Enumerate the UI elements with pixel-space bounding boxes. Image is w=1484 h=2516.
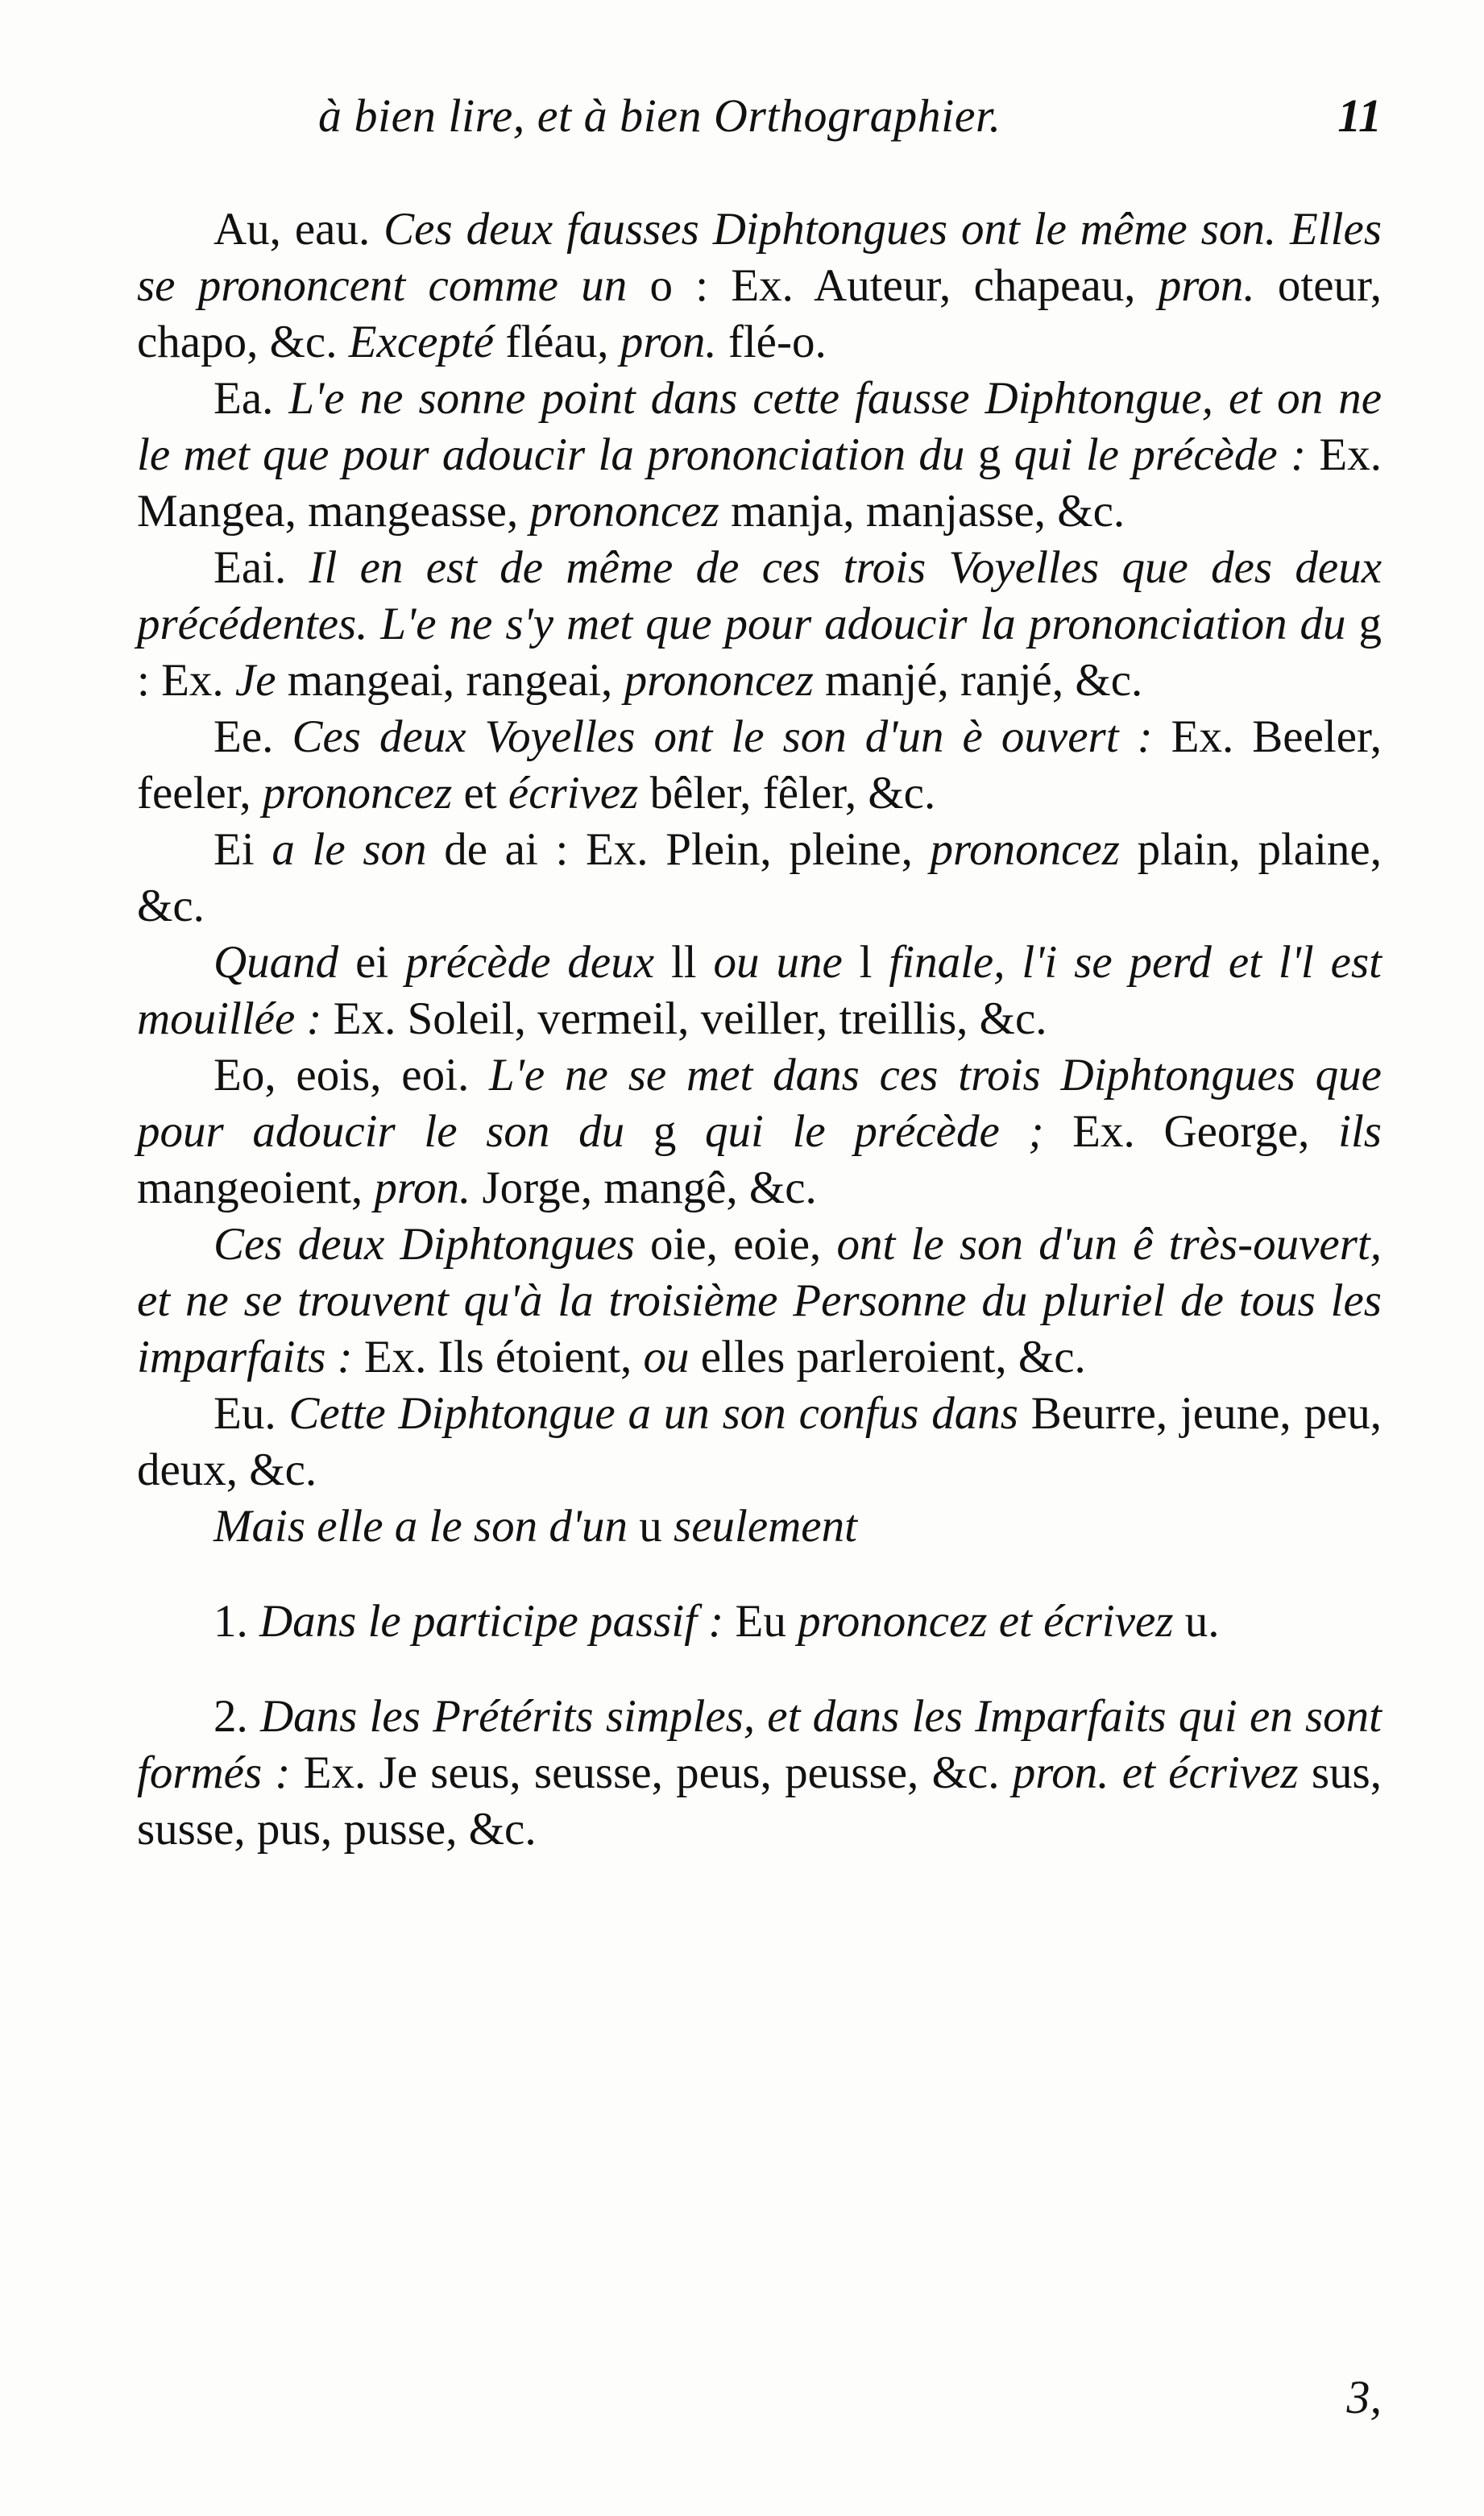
roman-run: et [452, 768, 508, 819]
italic-run: Dans les Prétérits simples, et dans les Imparfaits qui en sont formés : [137, 1691, 1382, 1798]
italic-run: précède deux [405, 937, 655, 988]
paragraph-oie-eoie [137, 1217, 1382, 1386]
italic-run: Excepté [348, 317, 495, 367]
roman-run: manjé, ranjé, &c. [813, 655, 1143, 706]
italic-run: Ces deux Voyelles ont le son d'un è ouvert : [292, 711, 1153, 762]
paragraph-au-eau [137, 201, 1382, 371]
italic-run: a le son [272, 824, 427, 875]
italic-run: Quand [213, 937, 339, 988]
roman-run: fléau, [494, 317, 620, 367]
italic-run: ont le son d'un ê très-ouvert, et ne se trouvent qu'à la troisième Personne du pluriel de tous les imparfaits : [137, 1219, 1382, 1382]
roman-run: manja, manjasse, &c. [719, 486, 1125, 537]
paragraph-ea [137, 371, 1382, 540]
italic-run: pron. et écrivez [1012, 1747, 1299, 1798]
italic-run: prononcez [624, 655, 814, 706]
italic-run: ou une [713, 937, 843, 988]
roman-run: ei [338, 937, 406, 988]
roman-run: Ex. Soleil, vermeil, veiller, treillis, &c. [321, 993, 1047, 1044]
italic-run: finale, l'i se perd et l'l est mouillée : [137, 937, 1382, 1044]
paragraph-ee [137, 709, 1382, 822]
paragraph-eai [137, 540, 1382, 709]
body-text [137, 201, 1382, 1858]
italic-run: Ces deux fausses Diphtongues ont le même son. Elles se prononcent comme un [137, 204, 1382, 311]
paragraph-ei [137, 822, 1382, 935]
paragraph-eu [137, 1386, 1382, 1498]
roman-run: Beurre, jeune, peu, deux, &c. [137, 1388, 1382, 1495]
page-header [318, 89, 1382, 153]
paragraph-quand-ei [137, 935, 1382, 1047]
roman-run: u [628, 1501, 674, 1552]
roman-run: g [977, 429, 1001, 480]
roman-run: mangeai, rangeai, [276, 655, 624, 706]
running-title: à bien lire, et à bien Orthographier. [318, 89, 1001, 142]
page-number: 11 [1337, 89, 1382, 142]
roman-run: oie, eoie, [634, 1219, 837, 1270]
italic-run: Dans le participe passif : [259, 1596, 724, 1647]
italic-run: L'e ne se met dans ces trois Diphtongues que pour adoucir le son du [137, 1050, 1382, 1157]
italic-run: Mais elle a le son d'un [213, 1501, 628, 1552]
roman-run: Au, eau. [213, 204, 384, 255]
paragraph-rule-2 [137, 1689, 1382, 1858]
roman-run: Ex. Je seus, seusse, peus, peusse, &c. [290, 1747, 1013, 1798]
roman-run: Ea. [213, 373, 289, 424]
roman-run: Ex. Mangea, mangeasse, [137, 429, 1382, 537]
roman-run: Ee. [213, 711, 292, 762]
italic-run: prononcez [930, 824, 1120, 875]
italic-run: Je [234, 655, 276, 706]
roman-run: 1. [213, 1596, 259, 1647]
roman-run: ll [654, 937, 714, 988]
italic-run: prononcez [262, 768, 453, 819]
roman-run: Eu. [213, 1388, 289, 1439]
roman-run: Ex. George, [1043, 1106, 1339, 1157]
roman-run: elles parleroient, &c. [689, 1332, 1086, 1382]
roman-run: mangeoient, [137, 1163, 375, 1213]
roman-run: 2. [213, 1691, 260, 1742]
italic-run: L'e ne sonne point dans cette fausse Diphtongue, et on ne le met que pour adoucir la prononciation du [137, 373, 1382, 480]
italic-run: ou [643, 1332, 690, 1382]
roman-run: sus, susse, pus, pusse, &c. [137, 1747, 1382, 1855]
italic-run: qui le précède ; [676, 1106, 1044, 1157]
paragraph-rule-1 [137, 1594, 1382, 1650]
roman-run: flé-o. [716, 317, 827, 367]
roman-run: oteur, chapo, &c. [137, 260, 1382, 367]
roman-run: Eai. [213, 542, 309, 593]
italic-run: écrivez [508, 768, 639, 819]
italic-run: qui le précède : [1001, 429, 1320, 480]
italic-run: pron. [374, 1163, 471, 1213]
roman-run: g [653, 1106, 677, 1157]
roman-run: Ex. Beeler, feeler, [137, 711, 1382, 819]
paragraph-eo [137, 1047, 1382, 1217]
italic-run: seulement [674, 1501, 857, 1552]
roman-run: u. [1173, 1596, 1220, 1647]
roman-run: plain, plaine, &c. [137, 824, 1382, 931]
roman-run: bêler, fêler, &c. [638, 768, 936, 819]
italic-run: prononcez et écrivez [798, 1596, 1174, 1647]
roman-run: Ei [213, 824, 272, 875]
roman-run: de ai : Ex. Plein, pleine, [426, 824, 931, 875]
roman-run: Eu [723, 1596, 798, 1647]
roman-run: Eo, eois, eoi. [213, 1050, 490, 1100]
italic-run: prononcez [529, 486, 719, 537]
italic-run: Ces deux Diphtongues [213, 1219, 635, 1270]
italic-run: Cette Diphtongue a un son confus dans [288, 1388, 1018, 1439]
italic-run: Il en est de même de ces trois Voyelles que des deux précédentes. L'e ne s'y met que pour adoucir la prononciation du [137, 542, 1382, 649]
paragraph-mais-elle [137, 1498, 1382, 1555]
italic-run: ils [1338, 1106, 1382, 1157]
roman-run: Jorge, mangê, &c. [470, 1163, 817, 1213]
roman-run: Ex. Ils étoient, [352, 1332, 644, 1382]
roman-run: g : Ex. [137, 599, 1382, 706]
italic-run: pron. [1158, 260, 1255, 311]
roman-run: l [842, 937, 889, 988]
catchword: 3, [1346, 2371, 1382, 2423]
italic-run: pron. [620, 317, 717, 367]
roman-run: o : Ex. Auteur, chapeau, [649, 260, 1159, 311]
